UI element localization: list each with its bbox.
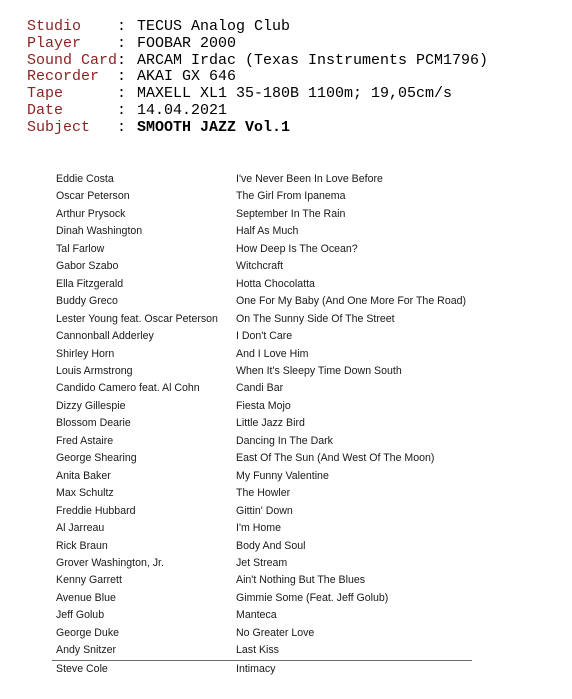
track-artist: Arthur Prysock bbox=[56, 207, 126, 220]
tape-label: Tape bbox=[27, 85, 64, 103]
track-title: Ain't Nothing But The Blues bbox=[236, 574, 366, 587]
track-title: September In The Rain bbox=[236, 207, 346, 220]
separator: : bbox=[117, 34, 127, 52]
player-row bbox=[27, 36, 488, 53]
track-title: The Girl From Ipanema bbox=[236, 190, 346, 203]
table-row bbox=[52, 625, 472, 642]
table-row bbox=[52, 223, 472, 240]
studio-value: TECUS Analog Club bbox=[137, 18, 291, 35]
studio-row bbox=[27, 19, 488, 36]
table-row bbox=[52, 642, 472, 660]
table-row bbox=[52, 660, 472, 678]
player-label: Player bbox=[27, 34, 82, 52]
tape-value: MAXELL XL1 35-180B 1100m; 19,05cm/s bbox=[137, 85, 453, 103]
table-row bbox=[52, 468, 472, 485]
separator: : bbox=[117, 118, 127, 136]
table-row bbox=[52, 171, 472, 188]
track-artist: Cannonball Adderley bbox=[56, 330, 154, 343]
track-artist: Gabor Szabo bbox=[56, 260, 119, 273]
table-row bbox=[52, 346, 472, 363]
track-artist: Jeff Golub bbox=[56, 609, 105, 622]
track-artist: Al Jarreau bbox=[56, 522, 105, 535]
track-artist: Ella Fitzgerald bbox=[56, 277, 124, 290]
track-artist: Buddy Greco bbox=[56, 295, 118, 308]
table-row bbox=[52, 485, 472, 502]
table-row bbox=[52, 258, 472, 275]
track-artist: Eddie Costa bbox=[56, 173, 114, 185]
track-title: Gittin' Down bbox=[236, 504, 293, 517]
table-row bbox=[52, 555, 472, 572]
track-title: Witchcraft bbox=[236, 260, 284, 273]
sound-card-label: Sound Card bbox=[27, 51, 118, 69]
track-artist: Kenny Garrett bbox=[56, 574, 122, 587]
tape-row bbox=[27, 86, 488, 103]
track-title: How Deep Is The Ocean? bbox=[236, 242, 358, 255]
table-row bbox=[52, 520, 472, 537]
track-artist: Dinah Washington bbox=[56, 225, 143, 238]
track-title: I've Never Been In Love Before bbox=[236, 173, 383, 185]
track-title: I'm Home bbox=[236, 522, 281, 535]
track-title: Fiesta Mojo bbox=[236, 399, 291, 412]
recorder-value: AKAI GX 646 bbox=[137, 68, 237, 86]
separator: : bbox=[117, 85, 127, 103]
table-row bbox=[52, 276, 472, 293]
subject-value: SMOOTH JAZZ Vol.1 bbox=[137, 118, 291, 136]
table-row bbox=[52, 607, 472, 624]
date-label: Date bbox=[27, 101, 64, 119]
track-artist: Avenue Blue bbox=[56, 591, 116, 604]
track-artist: Andy Snitzer bbox=[56, 644, 117, 657]
track-artist: Steve Cole bbox=[52, 660, 232, 678]
table-row bbox=[52, 206, 472, 223]
table-row bbox=[52, 450, 472, 467]
date-value: 14.04.2021 bbox=[137, 101, 228, 119]
subject-label: Subject bbox=[27, 118, 91, 136]
track-artist: Tal Farlow bbox=[56, 242, 105, 255]
track-artist: Rick Braun bbox=[56, 539, 108, 552]
track-artist: George Shearing bbox=[56, 452, 137, 465]
track-artist: Anita Baker bbox=[56, 469, 111, 482]
table-row bbox=[52, 590, 472, 607]
track-artist: Candido Camero feat. Al Cohn bbox=[56, 382, 200, 395]
table-row bbox=[52, 503, 472, 520]
tracklist-table bbox=[52, 171, 472, 678]
track-title: Body And Soul bbox=[236, 539, 306, 552]
track-title: East Of The Sun (And West Of The Moon) bbox=[236, 452, 435, 465]
track-title: Gimmie Some (Feat. Jeff Golub) bbox=[236, 591, 389, 604]
track-title: Half As Much bbox=[236, 225, 299, 238]
separator: : bbox=[117, 51, 127, 69]
track-artist: Shirley Horn bbox=[56, 347, 115, 360]
sound-card-row bbox=[27, 53, 488, 70]
studio-label: Studio bbox=[27, 18, 82, 35]
track-artist: Louis Armstrong bbox=[56, 364, 133, 377]
track-title: My Funny Valentine bbox=[236, 469, 329, 482]
recording-info-header bbox=[27, 19, 488, 137]
track-title: On The Sunny Side Of The Street bbox=[236, 312, 395, 325]
separator: : bbox=[117, 18, 127, 35]
track-title: Manteca bbox=[236, 609, 277, 622]
track-artist: Freddie Hubbard bbox=[56, 504, 136, 517]
table-row bbox=[52, 188, 472, 205]
table-row bbox=[52, 538, 472, 555]
track-artist: Fred Astaire bbox=[56, 434, 114, 447]
track-artist: Grover Washington, Jr. bbox=[56, 556, 164, 569]
date-row bbox=[27, 103, 488, 120]
track-title: Last Kiss bbox=[236, 644, 279, 657]
player-value: FOOBAR 2000 bbox=[137, 34, 237, 52]
table-row bbox=[52, 328, 472, 345]
track-title: I Don't Care bbox=[236, 330, 293, 343]
track-artist: Oscar Peterson bbox=[56, 190, 130, 203]
separator: : bbox=[117, 68, 127, 86]
table-row bbox=[52, 398, 472, 415]
track-title: Intimacy bbox=[232, 660, 472, 678]
track-title: The Howler bbox=[236, 487, 291, 500]
track-title: And I Love Him bbox=[236, 347, 309, 360]
sound-card-value: ARCAM Irdac (Texas Instruments PCM1796) bbox=[137, 51, 489, 69]
table-row bbox=[52, 433, 472, 450]
track-title: No Greater Love bbox=[236, 626, 315, 639]
track-title: When It's Sleepy Time Down South bbox=[236, 364, 402, 377]
track-title: One For My Baby (And One More For The Road) bbox=[236, 295, 467, 308]
table-row bbox=[52, 572, 472, 589]
table-row bbox=[52, 363, 472, 380]
recorder-label: Recorder bbox=[27, 68, 100, 86]
track-title: Little Jazz Bird bbox=[236, 417, 305, 430]
track-title: Jet Stream bbox=[236, 556, 288, 569]
table-row bbox=[52, 293, 472, 310]
table-row bbox=[52, 380, 472, 397]
track-artist: Lester Young feat. Oscar Peterson bbox=[56, 312, 218, 325]
track-title: Hotta Chocolatta bbox=[236, 277, 315, 290]
track-title: Dancing In The Dark bbox=[236, 434, 333, 447]
table-row bbox=[52, 415, 472, 432]
track-artist: Blossom Dearie bbox=[56, 417, 131, 430]
track-artist: Max Schultz bbox=[56, 487, 114, 500]
track-title: Candi Bar bbox=[236, 382, 284, 395]
table-row bbox=[52, 241, 472, 258]
track-artist: George Duke bbox=[56, 626, 120, 639]
separator: : bbox=[117, 101, 127, 119]
track-artist: Dizzy Gillespie bbox=[56, 399, 126, 412]
subject-row bbox=[27, 120, 488, 137]
table-row bbox=[52, 311, 472, 328]
recorder-row bbox=[27, 69, 488, 86]
